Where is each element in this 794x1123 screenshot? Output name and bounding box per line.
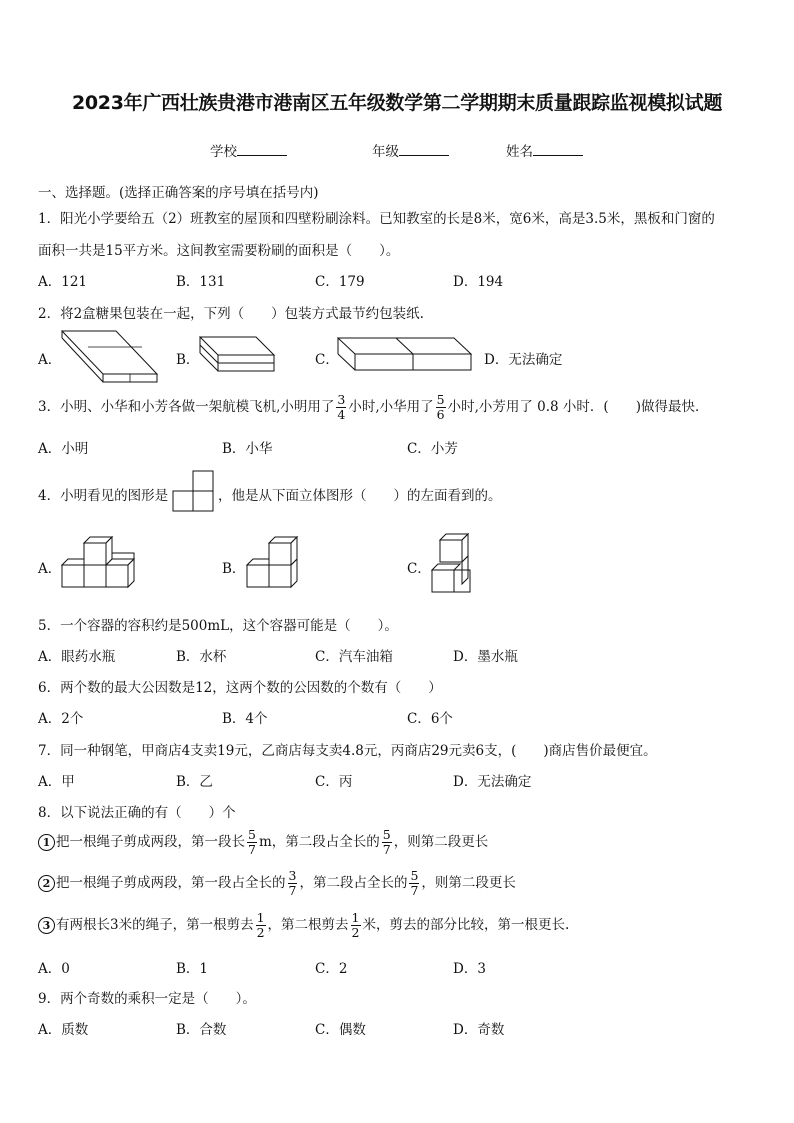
q8-s3-fraction-2: $\frac{1}{2}$ <box>351 910 360 940</box>
q2-option-d[interactable]: D．无法确定 <box>484 352 563 368</box>
q1-option-a[interactable]: A．121 <box>38 274 88 290</box>
q1-option-c[interactable]: C．179 <box>315 274 365 290</box>
circled-number: 2 <box>38 875 55 892</box>
q3-option-b[interactable]: B．小华 <box>222 441 273 457</box>
q8-s2-fraction-2: $\frac{5}{7}$ <box>410 868 419 898</box>
q7-option-a[interactable]: A．甲 <box>38 774 75 790</box>
name-field[interactable] <box>506 140 583 160</box>
school-label: 学校 <box>210 144 237 160</box>
grade-field[interactable] <box>372 140 449 160</box>
q3-option-a[interactable]: A．小明 <box>38 441 89 457</box>
q5-option-c[interactable]: C．汽车油箱 <box>315 649 393 665</box>
circled-number: 3 <box>38 917 55 934</box>
q5-text: 5．一个容器的容积约是500mL，这个容器可能是（ ）。 <box>38 618 398 634</box>
q4-text-post: ，他是从下面立体图形（ ）的左面看到的。 <box>218 488 502 504</box>
q8-option-d[interactable]: D．3 <box>453 961 486 977</box>
q2-option-a[interactable]: A． <box>38 352 62 368</box>
q3-text-pre: 3．小明、小华和小芳各做一架航模飞机,小明用了 <box>38 399 335 415</box>
q2-figure-c <box>336 336 474 376</box>
section-heading: 一、选择题。(选择正确答案的序号填在括号内) <box>38 185 319 201</box>
q7-text: 7．同一种钢笔，甲商店4支卖19元，乙商店每支卖4.8元，丙商店29元卖6支，( )商店售价最便宜。 <box>38 743 657 759</box>
q1-text-line1: 1．阳光小学要给五（2）班教室的屋顶和四壁粉刷涂料。已知教室的长是8米，宽6米，高是3.5米，黑板和门窗的 <box>38 211 715 227</box>
q9-option-a[interactable]: A．质数 <box>38 1022 89 1038</box>
q8-statement-3: 3 有两根长3米的绳子，第一根剪去 $\frac{1}{2}$ ，第二根剪去 $\frac{1}{2}$ 米，剪去的部分比较，第一根更长. <box>38 911 569 940</box>
q3-text-post: 小时,小芳用了 0.8 小时．( )做得最快． <box>447 399 709 415</box>
q6-option-b[interactable]: B．4个 <box>222 711 268 727</box>
q9-text: 9．两个奇数的乘积一定是（ ）。 <box>38 991 256 1007</box>
q4-figure-b <box>245 535 305 595</box>
q4-figure-c <box>430 532 476 598</box>
q3-option-c[interactable]: C．小芳 <box>407 441 458 457</box>
q1-option-b[interactable]: B．131 <box>176 274 226 290</box>
q2-figure-a <box>60 329 160 384</box>
q8-statement-1: 1 把一根绳子剪成两段，第一段长 $\frac{5}{7}$ m，第二段占全长的 $\frac{5}{7}$ ，则第二段更长 <box>38 828 488 857</box>
q1-option-d[interactable]: D．194 <box>453 274 504 290</box>
q2-option-c[interactable]: C． <box>315 352 339 368</box>
q8-option-a[interactable]: A．0 <box>38 961 70 977</box>
q8-s1-fraction-1: $\frac{5}{7}$ <box>248 827 256 857</box>
q5-option-b[interactable]: B．水杯 <box>176 649 227 665</box>
grade-label: 年级 <box>372 144 399 160</box>
q1-text-line2: 面积一共是15平方米。这间教室需要粉刷的面积是（ ）。 <box>38 243 400 259</box>
q3-text-mid: 小时,小华用了 <box>348 399 434 415</box>
q8-text: 8．以下说法正确的有（ ）个 <box>38 805 236 821</box>
q5-option-a[interactable]: A．眼药水瓶 <box>38 649 116 665</box>
q4-figure-a <box>60 535 142 595</box>
q9-option-b[interactable]: B．合数 <box>176 1022 227 1038</box>
q8-s3-fraction-1: $\frac{1}{2}$ <box>256 910 265 940</box>
q8-statement-2: 2 把一根绳子剪成两段，第一段占全长的 $\frac{3}{7}$ ，第二段占全长的 $\frac{5}{7}$ ，则第二段更长 <box>38 869 516 898</box>
q7-option-d[interactable]: D．无法确定 <box>453 774 532 790</box>
q2-option-b[interactable]: B． <box>176 352 200 368</box>
q3-fraction-1: $\frac{3}{4}$ <box>337 392 346 422</box>
q2-figure-b <box>198 335 278 375</box>
name-label: 姓名 <box>506 144 533 160</box>
q6-option-c[interactable]: C．6个 <box>407 711 453 727</box>
q5-option-d[interactable]: D．墨水瓶 <box>453 649 518 665</box>
school-field[interactable] <box>210 140 287 160</box>
q8-s1-fraction-2: $\frac{5}{7}$ <box>382 827 391 857</box>
page-title: 2023年广西壮族贵港市港南区五年级数学第二学期期末质量跟踪监视模拟试题 <box>71 92 723 114</box>
q3-text <box>38 393 708 422</box>
q7-option-b[interactable]: B．乙 <box>176 774 213 790</box>
q9-option-d[interactable]: D．奇数 <box>453 1022 505 1038</box>
q8-option-b[interactable]: B．1 <box>176 961 209 977</box>
q2-text: 2．将2盒糖果包装在一起，下列（ ）包装方式最节约包装纸. <box>38 306 424 322</box>
q4-option-b[interactable]: B． <box>222 561 246 577</box>
q6-option-a[interactable]: A．2个 <box>38 711 84 727</box>
q4-option-a[interactable]: A． <box>38 561 62 577</box>
q4-view-figure <box>172 470 216 514</box>
q7-option-c[interactable]: C．丙 <box>315 774 353 790</box>
q9-option-c[interactable]: C．偶数 <box>315 1022 366 1038</box>
q8-option-c[interactable]: C．2 <box>315 961 348 977</box>
circled-number: 1 <box>38 834 55 851</box>
q8-s2-fraction-1: $\frac{3}{7}$ <box>288 868 297 898</box>
q4-option-c[interactable]: C． <box>407 561 431 577</box>
q3-fraction-2: $\frac{5}{6}$ <box>436 392 445 422</box>
q4-text-pre: 4．小明看见的图形是 <box>38 488 169 504</box>
q6-text: 6．两个数的最大公因数是12，这两个数的公因数的个数有（ ） <box>38 680 442 696</box>
